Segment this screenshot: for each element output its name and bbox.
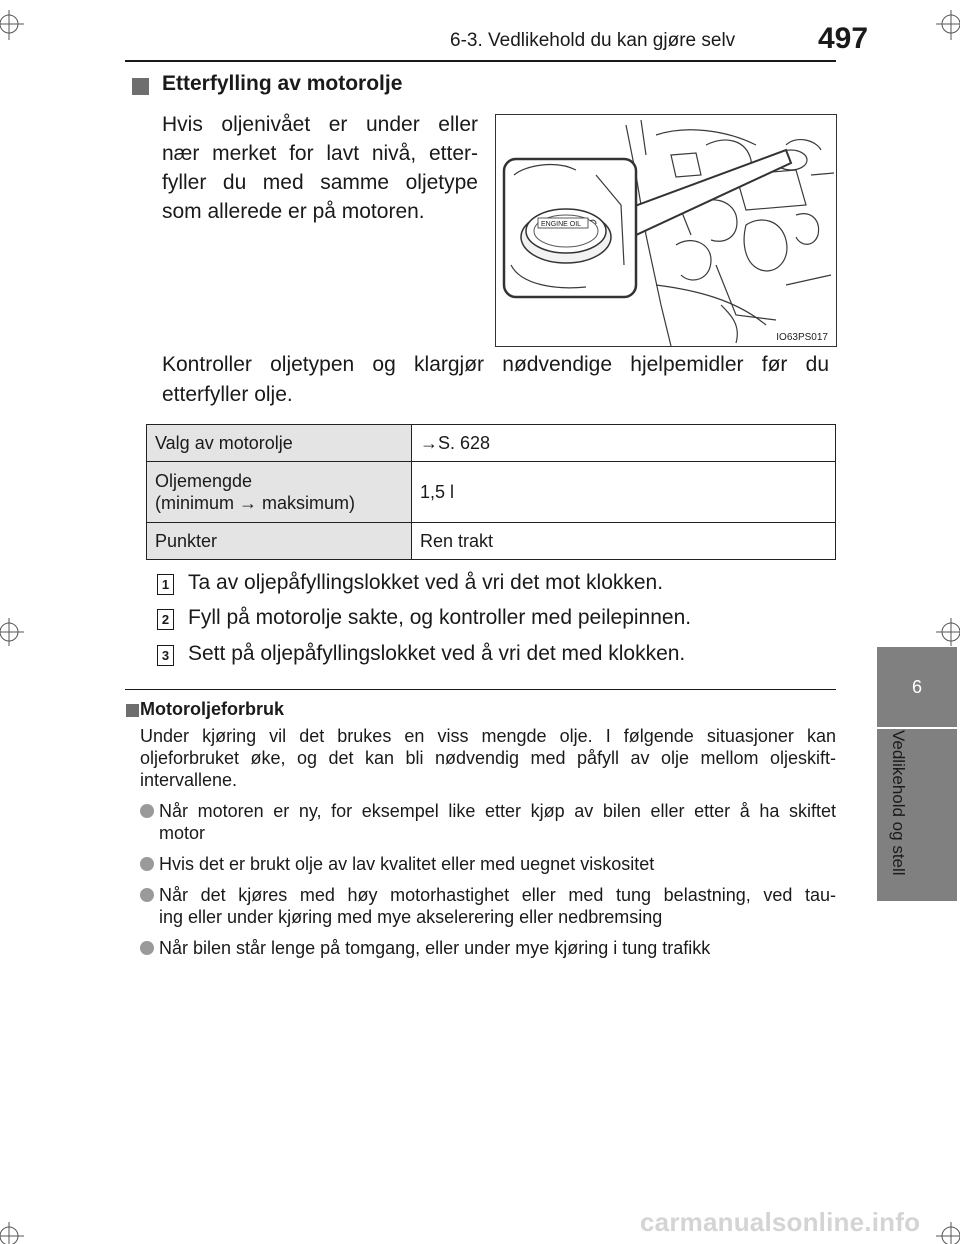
figure-code: IO63PS017 <box>776 332 828 343</box>
table-key-cell: Valg av motorolje <box>147 425 412 462</box>
table-row <box>147 425 836 462</box>
intro2-paragraph <box>162 350 829 410</box>
list-item: Når bilen står lenge på tomgang, eller under mye kjøring i tung trafikk <box>140 937 836 959</box>
arrow-right-icon: → <box>420 432 438 453</box>
step-text: Sett på oljepåfyllingslokket ved å vri det med klokken. <box>188 642 686 665</box>
bullet-dot-icon <box>140 888 154 902</box>
table-key-cell: Oljemengde (minimum → maksimum) <box>147 462 412 523</box>
section-title: Etterfylling av motorolje <box>162 72 403 95</box>
list-item: Når det kjøres med høy motorhastighet eller med tung belastning, ved tau- ing eller under kjøring med mye akselerering eller nedbremsing <box>140 884 836 928</box>
arrow-right-icon: → <box>239 493 258 513</box>
section-bullet-icon <box>132 78 149 95</box>
step-number-box: 2 <box>157 609 174 630</box>
list-item: Når motoren er ny, for eksempel like etter kjøp av bilen eller etter å ha skiftet motor <box>140 800 836 844</box>
bullet-dot-icon <box>140 941 154 955</box>
step-number-box: 1 <box>157 574 174 595</box>
intro-line: som allerede er på motoren. <box>162 200 425 223</box>
intro2-line: etterfyller olje. <box>162 383 293 406</box>
engine-oil-cap-figure <box>495 114 837 347</box>
note-paragraph: Under kjøring vil det brukes en viss mengde olje. I følgende situasjoner kan oljeforbruket øke, og det kan bli nødvendig med påfyll av olje mellom oljeskift- intervallene. <box>140 726 836 790</box>
watermark: carmanualsonline.info <box>640 1207 921 1237</box>
intro-line: Hvis oljenivået er under eller <box>162 113 478 136</box>
page-reference-link[interactable]: S. 628 <box>438 432 491 453</box>
chapter-tab-number[interactable]: 6 <box>877 647 957 727</box>
step-number-box: 3 <box>157 645 174 666</box>
oil-spec-table <box>146 424 836 560</box>
table-key-cell: Punkter <box>147 523 412 560</box>
page-number: 497 <box>818 22 869 55</box>
list-item: Hvis det er brukt olje av lav kvalitet eller med uegnet viskositet <box>140 853 836 875</box>
chapter-tab-label <box>878 730 918 900</box>
intro-line: nær merket for lavt nivå, etter- <box>162 142 478 165</box>
table-value-cell: 1,5 l <box>412 462 836 523</box>
step-text: Ta av oljepåfyllingslokket ved å vri det mot klokken. <box>188 571 664 594</box>
step-text: Fyll på motorolje sakte, og kontroller med peilepinnen. <box>188 606 692 629</box>
table-row <box>147 523 836 560</box>
bullet-dot-icon <box>140 857 154 871</box>
note-body <box>140 725 836 959</box>
table-row <box>147 462 836 523</box>
chapter-tab-label-text: Vedlikehold og stell <box>889 730 908 876</box>
note-title: Motoroljeforbruk <box>140 699 284 719</box>
table-value-cell[interactable] <box>412 425 836 462</box>
note-bullet-icon <box>126 704 139 717</box>
intro-line: fyller du med samme oljetype <box>162 171 478 194</box>
section-divider <box>125 689 836 690</box>
header-section-title: 6-3. Vedlikehold du kan gjøre selv <box>450 30 736 51</box>
engine-bay-illustration <box>496 115 836 346</box>
cap-label-text: ENGINE OIL <box>541 221 582 228</box>
intro2-line: Kontroller oljetypen og klargjør nødvendige hjelpemidler før du <box>162 353 829 376</box>
intro-paragraph <box>162 110 478 226</box>
table-value-cell: Ren trakt <box>412 523 836 560</box>
bullet-dot-icon <box>140 804 154 818</box>
header-divider <box>125 60 836 62</box>
